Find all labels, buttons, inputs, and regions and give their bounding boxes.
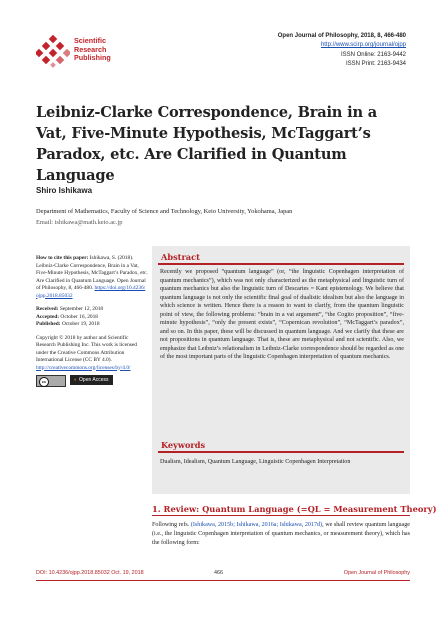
cc-icon: cc (39, 377, 49, 387)
published-label: Published: (36, 321, 61, 327)
publisher-line: Publishing (74, 53, 111, 63)
author-email[interactable]: Email: ishikawa@math.keio.ac.jp (36, 219, 123, 226)
publisher-line: Research (74, 44, 107, 54)
journal-url-link[interactable]: http://www.scirp.org/journal/ojpp (320, 42, 406, 49)
journal-citation: Open Journal of Philosophy, 2018, 8, 466-480 (277, 33, 406, 39)
issn-online: ISSN Online: 2163-9442 (340, 51, 406, 58)
accepted-date (36, 314, 148, 322)
article-sidebar (36, 255, 148, 387)
page-number: 466 (214, 570, 223, 576)
open-lock-icon: ◐ (74, 377, 78, 383)
affiliation-block (36, 206, 416, 228)
footer-doi: DOI: 10.4236/ojpp.2018.85032 Oct. 19, 2018 (36, 570, 144, 576)
citation-block (36, 255, 148, 300)
journal-info (278, 32, 406, 69)
publisher-name (74, 37, 111, 63)
cc-by-badge[interactable] (36, 375, 66, 387)
issn-print: ISSN Print: 2163-9434 (345, 60, 406, 67)
section-1-text-end: , we shall review quantum language (i.e., the linguistic Copenhagen interpretation of quantum mechanics, or measurement theory), which has the following form: (152, 522, 410, 546)
received-value: September 12, 2018 (59, 306, 104, 312)
received-label: Received: (36, 306, 59, 312)
cite-text: Ishikawa, S. (2018). Leibniz-Clarke Correspondence, Brain in a Vat, Five-Minute Hypothesis, McTaggart’s Paradox, etc. Are Clarified in Quantum Language. Open Journal of Philosophy, 8, 466-480. (36, 255, 148, 291)
footer-rule (36, 580, 410, 581)
keywords-divider (158, 451, 404, 453)
publisher-line: Scientific (74, 36, 106, 45)
abstract-heading: Abstract (161, 252, 200, 262)
open-access-label: Open Access (79, 377, 109, 383)
section-1-heading: 1. Review: Quantum Language (=QL = Measurement Theory) (152, 504, 437, 514)
cite-label: How to cite this paper: (36, 255, 89, 261)
received-date (36, 306, 148, 314)
cite-doi-link[interactable]: https://doi.org/10.4236/ojpp.2018.85032 (36, 285, 146, 299)
open-access-badge[interactable] (70, 375, 113, 385)
author-name: Shiro Ishikawa (36, 186, 93, 195)
license-link[interactable]: http://creativecommons.org/licenses/by/4.0/ (36, 364, 131, 371)
paper-title: Leibniz-Clarke Correspondence, Brain in a Vat, Five-Minute Hypothesis, McTaggart’s Paradox, etc. Are Clarified in Quantum Language (36, 104, 377, 184)
section-1-text-start: Following refs. (152, 522, 191, 528)
section-1-text (152, 521, 410, 548)
keywords-text: Dualism, Idealism, Quantum Language, Linguistic Copenhagen Interpretation (160, 459, 351, 465)
section-1-divider (152, 515, 410, 516)
accepted-label: Accepted: (36, 313, 60, 320)
abstract-divider (158, 263, 404, 265)
published-value: October 19, 2018 (61, 321, 100, 327)
copyright-text: Copyright © 2018 by author and Scientific Research Publishing Inc. This work is licensed under the Creative Commons Attribution International License (CC BY 4.0). (36, 334, 137, 363)
abstract-text: Recently we proposed “quantum language” (or, “the linguistic Copenhagen interpretation of quantum mechanics”), which was not only characterized as the metaphysical and linguistic turn of quantum mechanics but also the linguistic turn of Descartes = Kant epistemology. We believe that quantum language is not only the scientific final goal of dualistic idealism but also the language in which science is written. Hence there is a reason to want to clarify, from the quantum linguistic point of view, the following problems: “brain in a vat argument”, “the Cogito proposition”, “five-minute hypothesis”, “only the present exists”, “Copernican revolution”, “McTaggart’s paradox”, and so on. In this paper, these will be discussed in quantum language. And we clarify that these are not propositions in quantum language. That is, these are metaphysical and not scientific. Also, we emphasize that Leibniz’s relationalism in Leibniz-Clarke correspondence should be regarded as one of the most important parts of the linguistic Copenhagen interpretation of quantum mechanics. (160, 269, 404, 360)
published-date (36, 321, 148, 329)
scirp-logo-icon (36, 34, 70, 68)
publisher-logo (36, 34, 186, 68)
reference-links[interactable]: (Ishikawa, 2015b; Ishikawa, 2016a; Ishikawa, 2017d) (190, 522, 323, 528)
affiliation: Department of Mathematics, Faculty of Science and Technology, Keio University, Yokohama, Japan (36, 208, 293, 215)
keywords-heading: Keywords (161, 440, 206, 450)
footer-journal: Open Journal of Philosophy (343, 570, 410, 576)
accepted-value: October 16, 2018 (60, 313, 98, 320)
